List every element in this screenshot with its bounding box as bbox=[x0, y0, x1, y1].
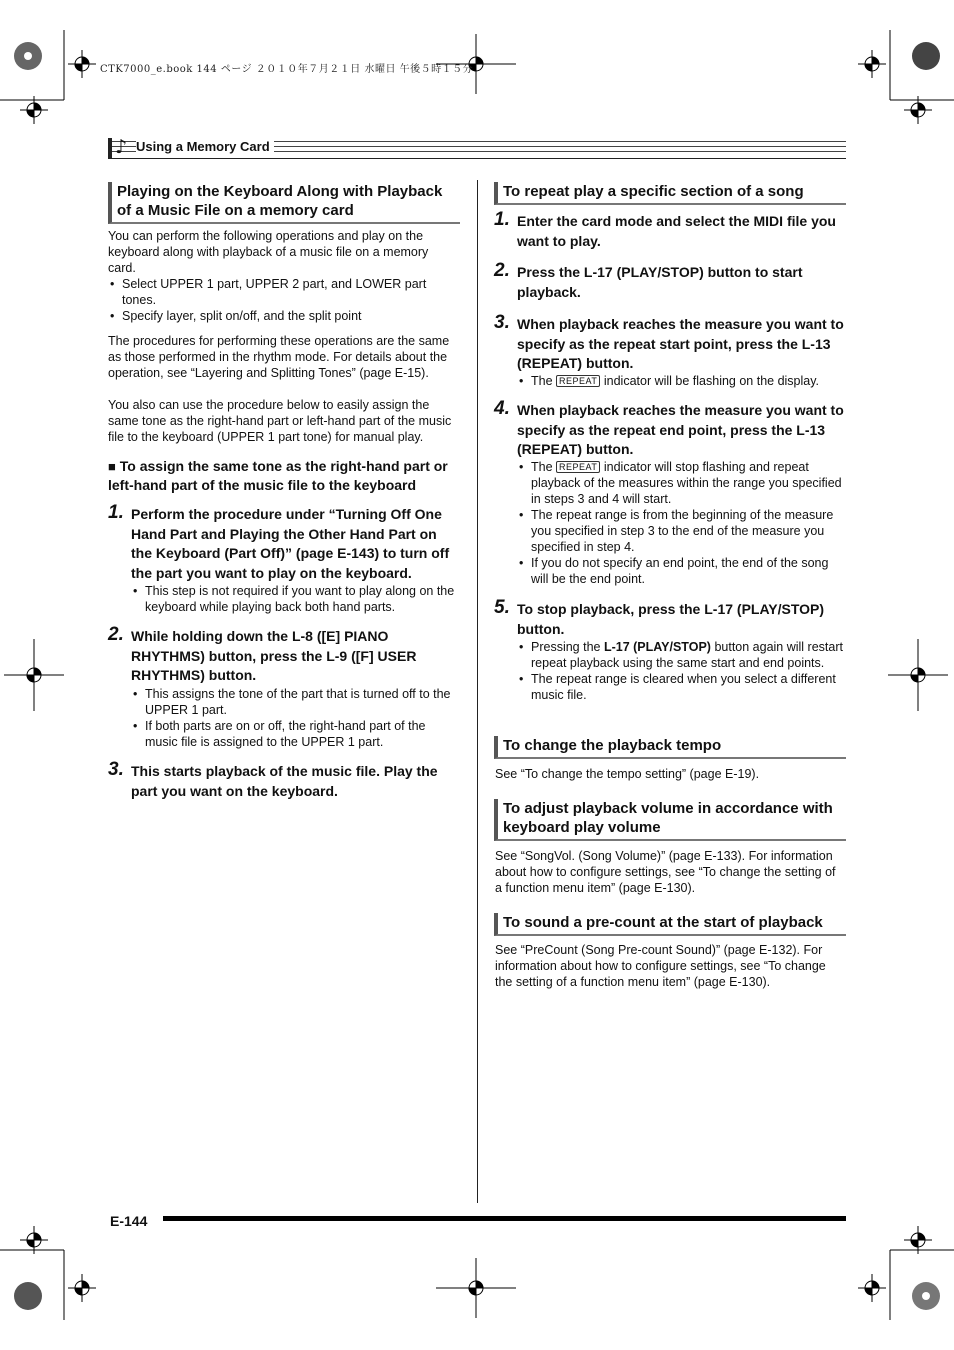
step-text: Enter the card mode and select the MIDI file you want to play. bbox=[517, 213, 836, 249]
step-text: When playback reaches the measure you want to specify as the repeat end point, press the L-13 (REPEAT) button. bbox=[517, 402, 844, 457]
column-divider bbox=[477, 180, 478, 1203]
step-number: 2. bbox=[108, 624, 124, 645]
list-item: • Specify layer, split on/off, and the split point bbox=[108, 308, 458, 324]
list-item: • This step is not required if you want to play along on the keyboard while playing back both hand parts. bbox=[131, 583, 459, 615]
step-number: 4. bbox=[494, 398, 510, 419]
step-text: Press the L-17 (PLAY/STOP) button to start playback. bbox=[517, 264, 803, 300]
step-number: 2. bbox=[494, 260, 510, 281]
step-text: When playback reaches the measure you want to specify as the repeat start point, press the L-13 (REPEAT) button. bbox=[517, 316, 844, 371]
bullet-text: indicator will be flashing on the display. bbox=[603, 374, 820, 388]
list-item: • The repeat range is from the beginning of the measure you specified in step 3 to the end of the measure you specified in step 4. bbox=[517, 507, 845, 555]
section-title-text: To change the playback tempo bbox=[503, 737, 722, 754]
step-number: 1. bbox=[108, 502, 124, 523]
precount-paragraph: See “PreCount (Song Pre-count Sound)” (page E-132). For information about how to configure settings, see “To change the setting of a function menu item” (page E-130). bbox=[495, 943, 826, 989]
bullet-text: Pressing the bbox=[531, 640, 601, 654]
step-number: 1. bbox=[494, 209, 510, 230]
section-title-volume bbox=[494, 799, 846, 841]
list-item: • Select UPPER 1 part, UPPER 2 part, and LOWER part tones. bbox=[108, 276, 458, 308]
list-item bbox=[517, 459, 845, 507]
tempo-paragraph: See “To change the tempo setting” (page E-19). bbox=[495, 767, 760, 781]
bullet-bold-text: L-17 (PLAY/STOP) bbox=[603, 640, 711, 654]
bullet-text: The bbox=[531, 460, 553, 474]
step-bullets bbox=[517, 459, 845, 587]
bullet-text: button again will restart repeat playback using the same start and end points. bbox=[531, 640, 843, 670]
paragraph-procedures: The procedures for performing these operations are the same as those performed in the rhythm mode. For details about the operation, see “Layering and Splitting Tones” (page E-15). bbox=[108, 334, 450, 380]
printer-slug: CTK7000_e.book 144 ページ ２０１０年７月２１日 水曜日 午後５時１５分 bbox=[100, 64, 474, 75]
page-number: E-144 bbox=[110, 1213, 148, 1229]
section-title-text: To sound a pre-count at the start of playback bbox=[503, 914, 823, 931]
subhead-assign-tone bbox=[108, 457, 460, 494]
section-title-text: To adjust playback volume in accordance with keyboard play volume bbox=[503, 800, 833, 836]
step-number: 3. bbox=[108, 759, 124, 780]
step-text: Perform the procedure under “Turning Off One Hand Part and Playing the Other Hand Part on the Keyboard (Part Off)” (page E-143) to turn off the part you want to play on the keyboard. bbox=[131, 506, 450, 581]
repeat-indicator-icon: REPEAT bbox=[556, 375, 600, 387]
section-title-playing-along bbox=[108, 182, 460, 224]
music-note-icon: ♪ bbox=[115, 136, 128, 158]
list-item: • If both parts are on or off, the right-hand part of the music file is assigned to the UPPER 1 part. bbox=[131, 718, 459, 750]
list-item: • This assigns the tone of the part that is turned off to the UPPER 1 part. bbox=[131, 686, 459, 718]
step-text: This starts playback of the music file. Play the part you want on the keyboard. bbox=[131, 763, 438, 799]
intro-bullet-list bbox=[108, 276, 458, 324]
step-bullets bbox=[517, 373, 845, 389]
intro-paragraph: You can perform the following operations and play on the keyboard along with playback of a music file on a memory card. bbox=[108, 229, 429, 275]
list-item: • If you do not specify an end point, the end of the song will be the end point. bbox=[517, 555, 845, 587]
list-item bbox=[517, 639, 845, 671]
bullet-text: indicator will stop flashing and repeat playback of the measures within the range you specified in steps 3 and 4 will start. bbox=[531, 460, 842, 506]
header-accent-bar bbox=[108, 138, 112, 159]
step-text: While holding down the L-8 ([E] PIANO RHYTHMS) button, press the L-9 ([F] USER RHYTHMS) button. bbox=[131, 628, 417, 683]
section-title-tempo bbox=[494, 736, 846, 759]
footer-rule bbox=[163, 1216, 846, 1221]
step-number: 5. bbox=[494, 597, 510, 618]
step-bullets bbox=[517, 639, 845, 703]
black-square-icon: ■ bbox=[108, 459, 116, 474]
section-title-precount bbox=[494, 913, 846, 936]
header-title: Using a Memory Card bbox=[136, 139, 274, 154]
step-bullets bbox=[131, 686, 459, 750]
volume-paragraph: See “SongVol. (Song Volume)” (page E-133). For information about how to configure settings, see “To change the setting of a function menu item” (page E-130). bbox=[495, 849, 836, 895]
subhead-text: To assign the same tone as the right-hand part or left-hand part of the music file to the keyboard bbox=[108, 458, 448, 493]
step-number: 3. bbox=[494, 312, 510, 333]
section-title-text: Playing on the Keyboard Along with Playback of a Music File on a memory card bbox=[117, 183, 443, 219]
repeat-indicator-icon: REPEAT bbox=[556, 461, 600, 473]
paragraph-assign: You also can use the procedure below to easily assign the same tone as the right-hand part or left-hand part of the music file to the keyboard (UPPER 1 part tone) for manual play. bbox=[108, 398, 452, 444]
page-header bbox=[108, 138, 846, 159]
section-title-text: To repeat play a specific section of a song bbox=[503, 183, 804, 200]
list-item bbox=[517, 373, 845, 389]
list-item: • The repeat range is cleared when you select a different music file. bbox=[517, 671, 845, 703]
section-title-repeat bbox=[494, 182, 846, 205]
step-bullets bbox=[131, 583, 459, 615]
bullet-text: The bbox=[531, 374, 553, 388]
step-text: To stop playback, press the L-17 (PLAY/STOP) button. bbox=[517, 601, 825, 637]
